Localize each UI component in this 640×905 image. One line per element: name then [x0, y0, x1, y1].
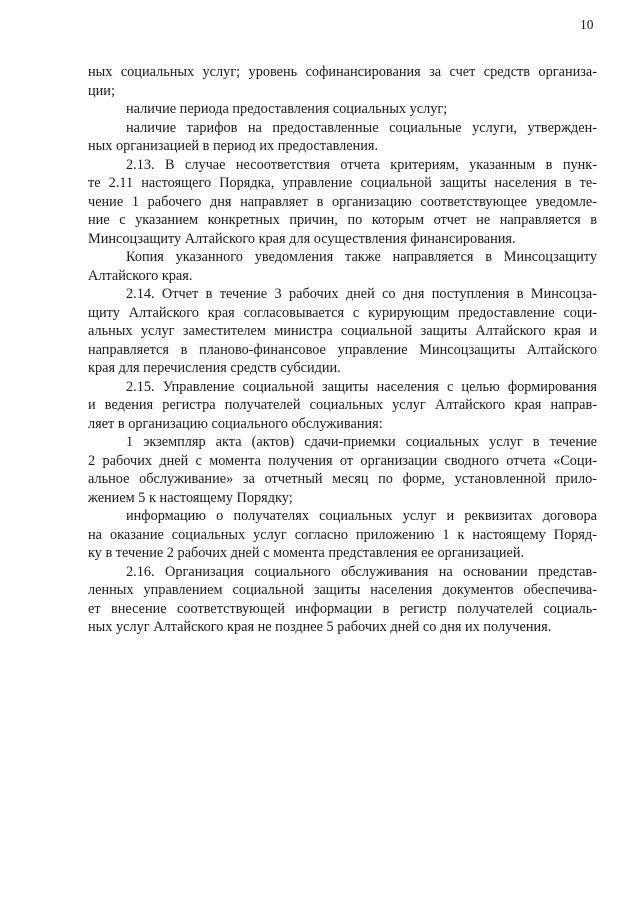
text-line: ленных управлением социальной защиты населения документов обеспечива-	[88, 582, 597, 598]
text-line: Копия указанного уведомления также направляется в Минсоцзащиту	[126, 249, 597, 265]
text-line: Минсоцзащиту Алтайского края для осуществления финансирования.	[88, 230, 516, 247]
paragraph-2-16	[88, 563, 597, 637]
text-line: наличие периода предоставления социальных услуг;	[126, 101, 448, 117]
text-line: Алтайского края.	[88, 267, 193, 284]
text-line: 2.13. В случае несоответствия отчета критериям, указанным в пунк-	[126, 156, 597, 173]
text-line: информацию о получателях социальных услуг и реквизитах договора	[126, 508, 597, 524]
text-line: ных организацией в период их предоставления.	[88, 138, 379, 154]
text-line: ет внесение соответствующей информации в регистр получателей социаль-	[88, 600, 597, 617]
text-line: на оказание социальных услуг согласно приложению 1 к настоящему Поряд-	[88, 526, 597, 543]
text-line: и ведения регистра получателей социальных услуг Алтайского края направ-	[88, 397, 597, 413]
paragraph-continuation	[88, 63, 597, 100]
text-line: ку в течение 2 рабочих дней с момента представления ее организацией.	[88, 545, 525, 561]
text-line: альных услуг заместителем министра социальной защиты Алтайского края и	[88, 323, 597, 339]
paragraph-act-copy	[88, 433, 597, 507]
text-line: 2.15. Управление социальной защиты населения с целью формирования	[126, 378, 597, 395]
text-line: ных социальных услуг; уровень софинансирования за счет средств организа-	[88, 64, 597, 80]
text-line: альное обслуживание» за отчетный месяц по форме, установленной прило-	[88, 471, 597, 487]
text-line: жением 5 к настоящему Порядку;	[88, 489, 293, 506]
paragraph-notice-copy	[88, 248, 597, 285]
text-line: края для перечисления средств субсидии.	[88, 360, 341, 376]
text-line: ние с указанием конкретных причин, по которым отчет не направляется в	[88, 212, 597, 228]
paragraph-2-13	[88, 156, 597, 249]
paragraph-recipient-info	[88, 507, 597, 563]
text-line: 1 экземпляр акта (актов) сдачи-приемки социальных услуг в течение	[126, 434, 597, 450]
text-line: те 2.11 настоящего Порядка, управление социальной защиты населения в те-	[88, 175, 597, 191]
text-line: направляется в планово-финансовое управление Минсоцзащиты Алтайского	[88, 341, 597, 358]
text-line: наличие тарифов на предоставленные социальные услуги, утвержден-	[126, 119, 597, 136]
text-line: 2.16. Организация социального обслуживания на основании представ-	[126, 563, 597, 580]
paragraph-2-14	[88, 285, 597, 378]
page-number: 10	[580, 17, 594, 32]
paragraph-2-15	[88, 378, 597, 434]
paragraph-tariffs-criterion	[88, 119, 597, 156]
text-line: ных услуг Алтайского края не позднее 5 рабочих дней со дня их получения.	[88, 619, 552, 635]
text-line: щиту Алтайского края согласовывается с курирующим предоставление соци-	[88, 304, 597, 321]
text-line: чение 1 рабочего дня направляет в организацию соответствующее уведомле-	[88, 193, 597, 210]
paragraph-period-criterion	[88, 100, 597, 119]
document-body	[88, 63, 597, 637]
text-line: 2.14. Отчет в течение 3 рабочих дней со дня поступления в Минсоцза-	[126, 286, 597, 302]
text-line: 2 рабочих дней с момента получения от организации сводного отчета «Соци-	[88, 452, 597, 469]
text-line: ции;	[88, 82, 115, 99]
text-line: ляет в организацию социального обслуживания:	[88, 415, 383, 432]
